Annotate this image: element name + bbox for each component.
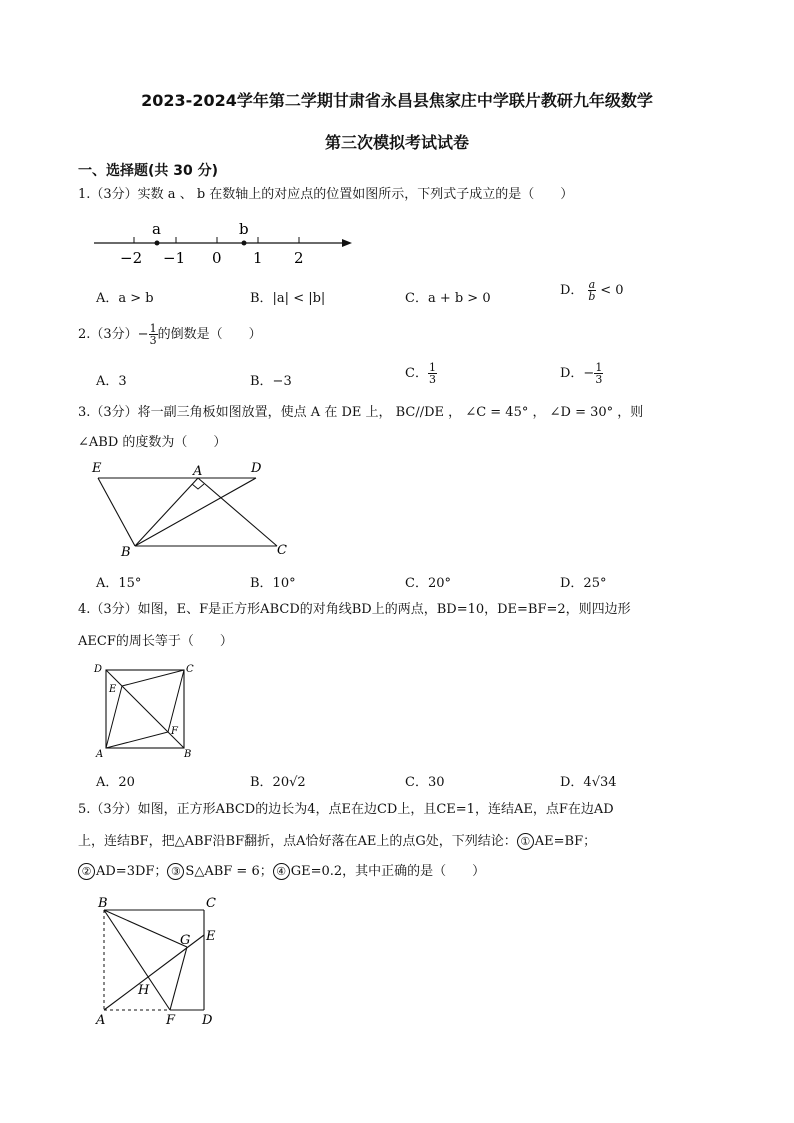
label-H: H <box>138 983 150 998</box>
tick-label: −2 <box>120 249 143 267</box>
label-a: a <box>152 220 161 238</box>
q1-option-d[interactable]: D． $\frac{a}{b}$ < 0 <box>560 278 624 303</box>
q4-option-a[interactable]: A．20 <box>96 775 135 790</box>
q2-option-c[interactable]: C． $\frac{1}{3}$ <box>405 361 436 386</box>
label-F: F <box>166 1013 176 1028</box>
label-A: A <box>193 464 203 479</box>
q3-triangles-figure <box>88 458 298 560</box>
fraction-a-over-b: $\frac{a}{b}$ <box>588 278 596 303</box>
q2-stem: 2.（3分）− $\frac{1}{3}$ 的倒数是（ ） <box>78 322 262 347</box>
label-C: C <box>206 896 216 911</box>
q5-square-fold-figure <box>90 892 225 1032</box>
fraction-one-third: $\frac{1}{3}$ <box>149 322 157 347</box>
label-D: D <box>251 461 262 476</box>
tick-label: 0 <box>212 249 222 267</box>
label-G: G <box>180 933 191 948</box>
q4-option-d[interactable]: D．4√34 <box>560 775 617 790</box>
circled-4: ④ <box>273 863 290 880</box>
label-C: C <box>186 664 194 675</box>
point-a <box>155 241 160 246</box>
q3-option-c[interactable]: C．20° <box>405 576 451 591</box>
q4-option-c[interactable]: C．30 <box>405 775 445 790</box>
q5-stem-line1: 5.（3分）如图，正方形ABCD的边长为4，点E在边CD上，且CE=1，连结AE，点F在边AD <box>78 802 614 817</box>
exam-title-line1: 2023-2024学年第二学期甘肃省永昌县焦家庄中学联片教研九年级数学 <box>141 91 653 110</box>
tick-label: 2 <box>294 249 304 267</box>
exam-title-line2: 第三次模拟考试试卷 <box>324 133 469 152</box>
tick-label: 1 <box>253 249 263 267</box>
q3-option-d[interactable]: D．25° <box>560 576 607 591</box>
q2-option-a[interactable]: A．3 <box>96 374 127 389</box>
q4-square-figure <box>90 660 200 762</box>
q1-number-line-figure <box>90 215 360 270</box>
q4-option-b[interactable]: B．20√2 <box>250 775 306 790</box>
circled-2: ② <box>78 863 95 880</box>
label-A: A <box>96 749 104 760</box>
label-E: E <box>206 929 216 944</box>
q2-option-b[interactable]: B．−3 <box>250 374 292 389</box>
q5-stem-line3: ② AD=3DF； ③ S△ABF = 6； ④ GE=0.2，其中正确的是（ ） <box>78 862 485 882</box>
q1-stem: 1.（3分）实数 a 、 b 在数轴上的对应点的位置如图所示，下列式子成立的是（ ） <box>78 187 574 202</box>
q3-option-a[interactable]: A．15° <box>96 576 142 591</box>
fraction-one-third: $\frac{1}{3}$ <box>428 361 436 386</box>
q2-option-d[interactable]: D．− $\frac{1}{3}$ <box>560 361 603 386</box>
q4-stem-line1: 4.（3分）如图，E、F是正方形ABCD的对角线BD上的两点，BD=10，DE=BF=2，则四边形 <box>78 602 631 617</box>
point-b <box>242 241 247 246</box>
label-D: D <box>202 1013 213 1028</box>
label-B: B <box>184 749 192 760</box>
label-b: b <box>239 220 249 238</box>
label-B: B <box>121 545 131 560</box>
option-letter: D． <box>560 283 584 298</box>
q1-option-c[interactable]: C．a + b > 0 <box>405 291 491 306</box>
q1-option-a[interactable]: A．a > b <box>96 291 154 306</box>
q3-stem-line1: 3.（3分）将一副三角板如图放置，使点 A 在 DE 上， BC//DE ， ∠C = 45° ， ∠D = 30° ，则 <box>78 405 644 420</box>
label-D: D <box>94 664 103 675</box>
label-E: E <box>92 461 102 476</box>
circled-1: ① <box>517 833 534 850</box>
circled-3: ③ <box>167 863 184 880</box>
label-F: F <box>171 726 178 737</box>
q5-stem-line2: 上，连结BF，把△ABF沿BF翻折，点A恰好落在AE上的点G处，下列结论： ① AE=BF； <box>78 834 597 849</box>
label-C: C <box>277 543 287 558</box>
label-E: E <box>109 684 117 695</box>
q4-stem-line2: AECF的周长等于（ ） <box>78 634 233 649</box>
q1-option-b[interactable]: B．|a| < |b| <box>250 291 326 306</box>
label-B: B <box>98 896 108 911</box>
q3-option-b[interactable]: B．10° <box>250 576 296 591</box>
label-A: A <box>96 1013 106 1028</box>
section-heading: 一、选择题(共 30 分) <box>78 163 219 179</box>
tick-label: −1 <box>163 249 186 267</box>
fraction-one-third: $\frac{1}{3}$ <box>595 361 603 386</box>
q3-stem-line2: ∠ABD 的度数为（ ） <box>78 435 227 450</box>
